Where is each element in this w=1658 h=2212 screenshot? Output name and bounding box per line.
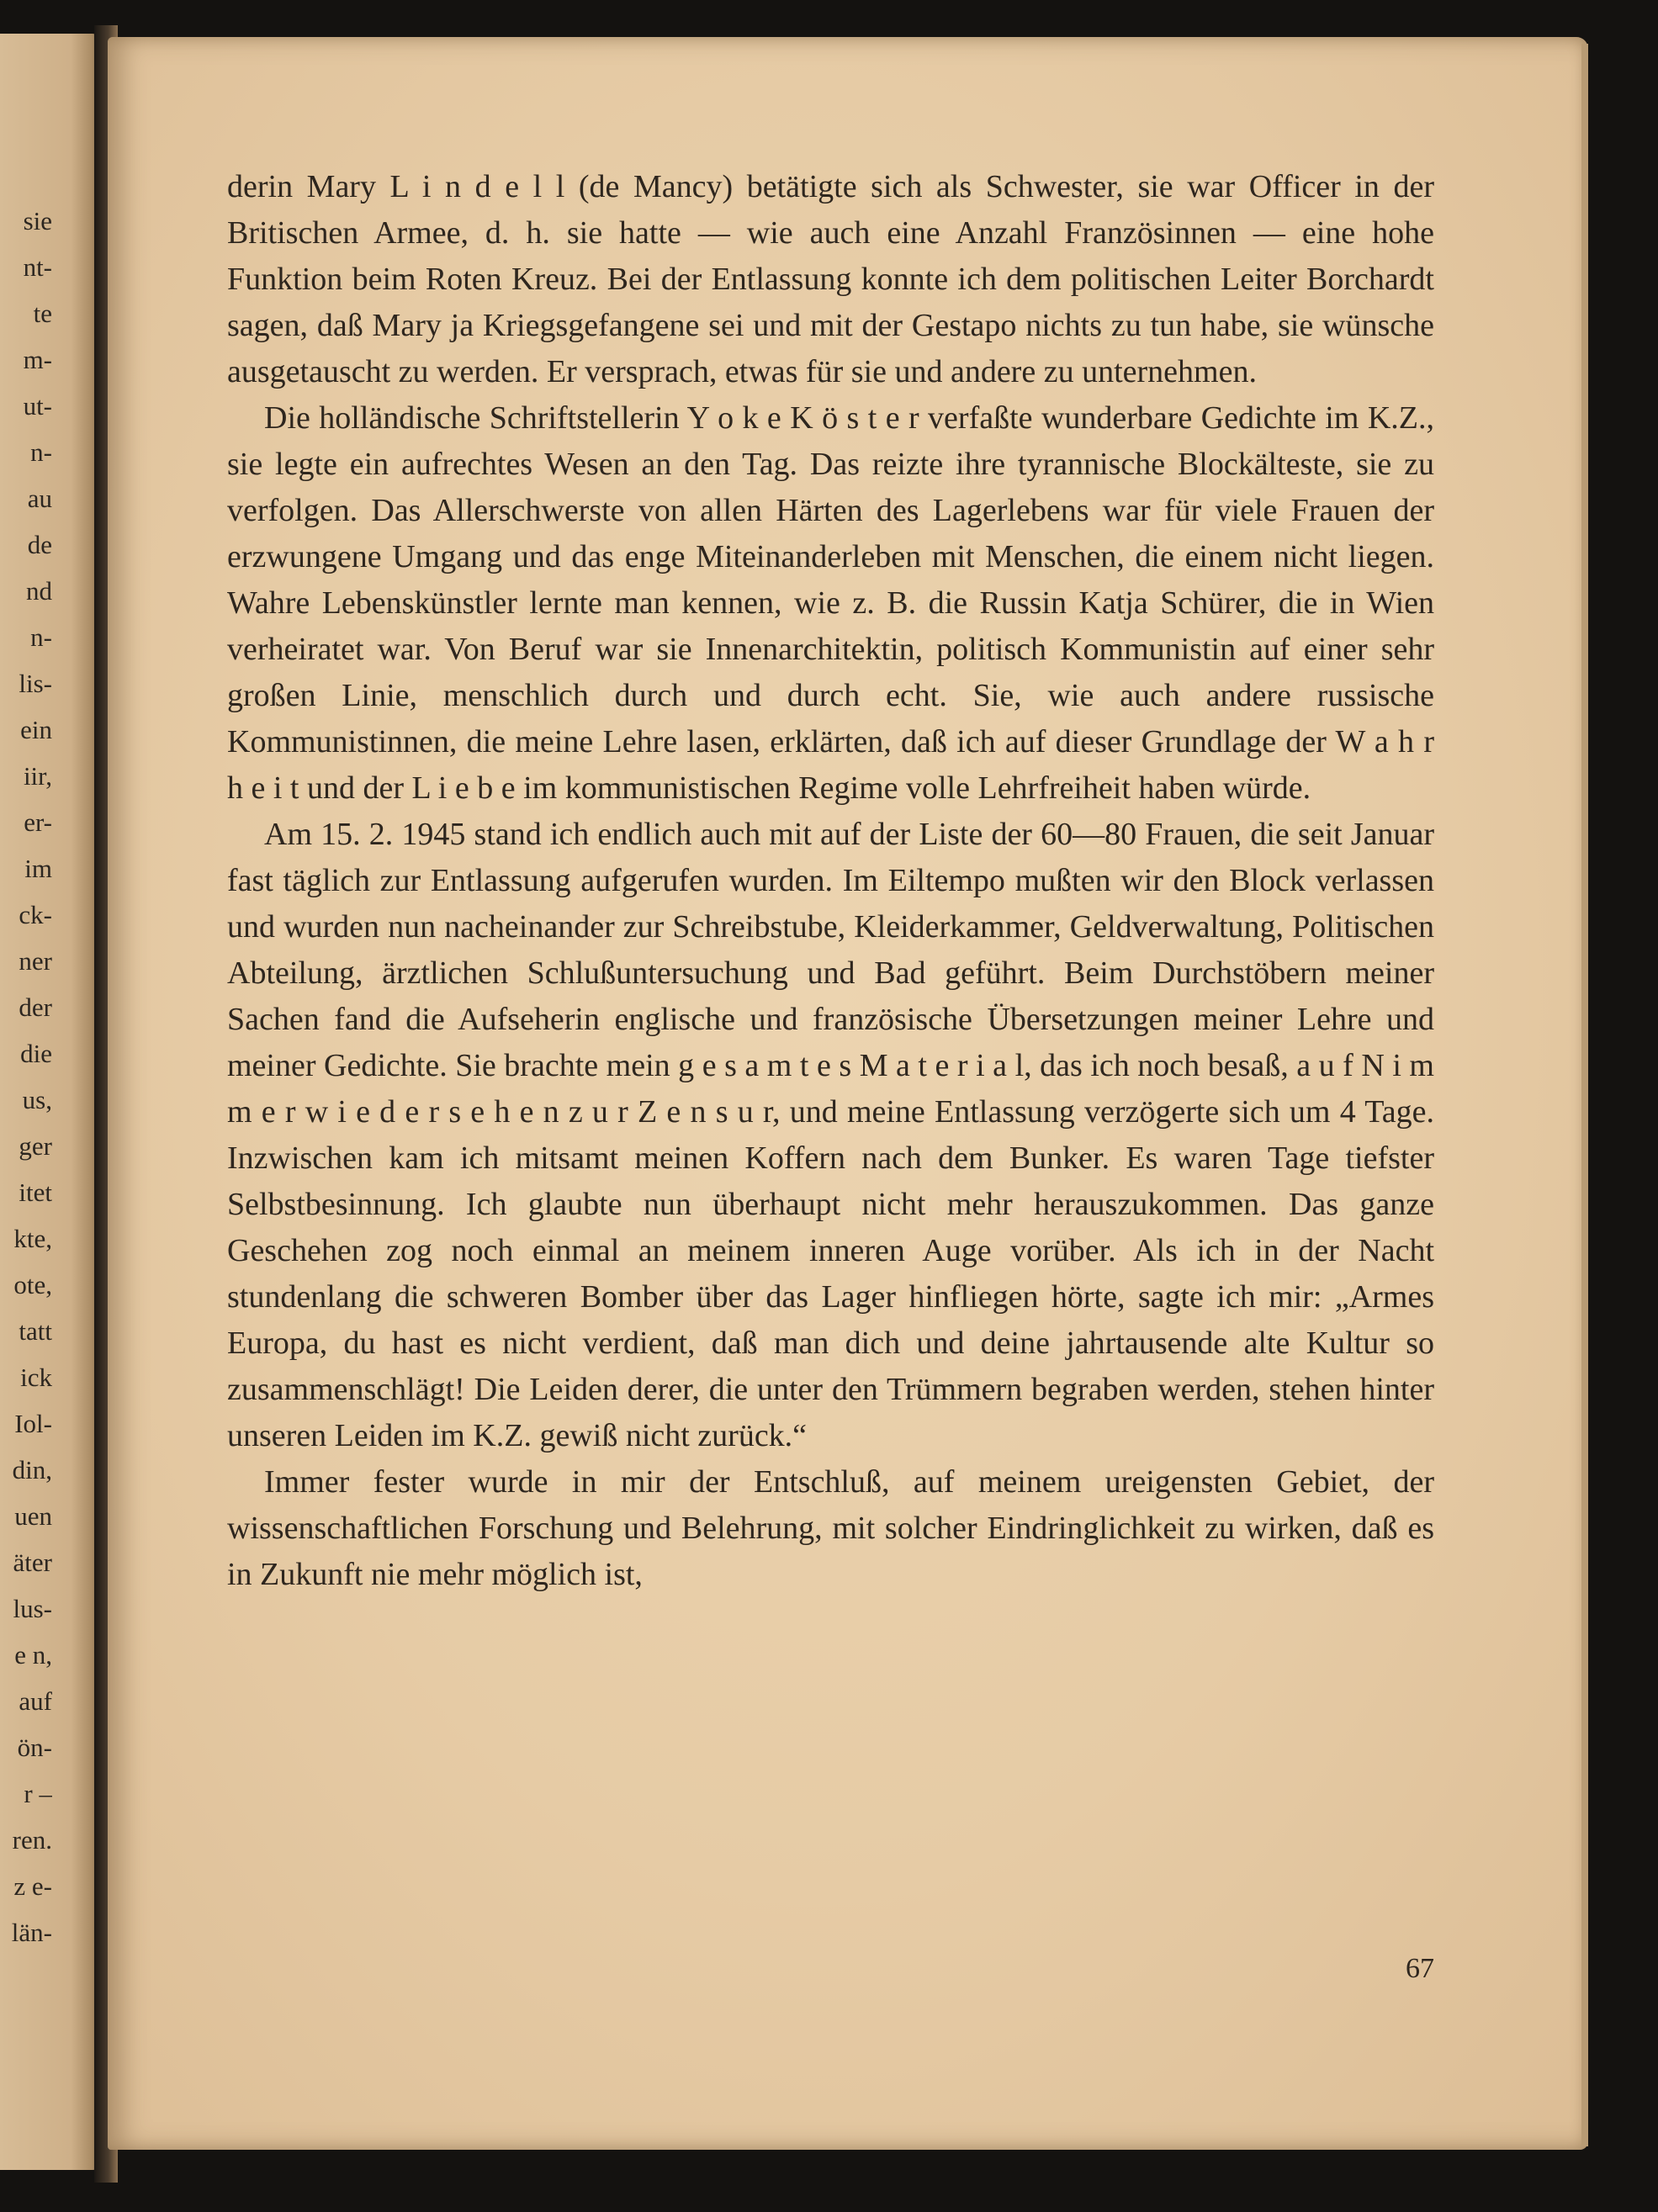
- left-page-fragment: auf: [19, 1686, 52, 1716]
- left-page-fragment: ick: [20, 1363, 52, 1392]
- left-page-fragments: [0, 198, 52, 1955]
- left-page-edge: [0, 34, 101, 2170]
- left-page-fragment: au: [27, 484, 52, 513]
- left-page-fragment: ren.: [12, 1825, 52, 1855]
- left-page-fragment: din,: [12, 1455, 52, 1484]
- page-number: 67: [1406, 1953, 1434, 1984]
- left-page-fragment: iir,: [23, 761, 52, 791]
- left-page-fragment: sie: [23, 206, 52, 235]
- page-edge: [1581, 44, 1588, 2146]
- left-page-fragment: lis-: [19, 669, 52, 698]
- left-page-fragment: ut-: [23, 391, 52, 421]
- paragraph-2: Die holländische Schriftstellerin Y o k e K ö s t e r verfaßte wunderbare Gedichte im K.Z., sie legte ein aufrechtes Wesen an den Tag. Das reizte ihre tyrannische Blockälteste, sie zu verfolgen. Das Allerschwerste von allen Härten des Lagerlebens war für viele Frauen der erzwungene Umgang und das enge Miteinanderleben mit Menschen, die einem nicht liegen. Wahre Lebenskünstler lernte man kennen, wie z. B. die Russin Katja Schürer, die in Wien verheiratet war. Von Beruf war sie Innenarchitektin, politisch Kommunistin auf einer sehr großen Linie, menschlich durch und durch echt. Sie, wie auch andere russische Kommunistinnen, die meine Lehre lasen, erklärten, daß ich auf dieser Grundlage der W a h r h e i t und der L i e b e im kommunistischen Regime volle Lehrfreiheit haben würde.: [227, 400, 1434, 806]
- left-page-fragment: e n,: [14, 1640, 52, 1670]
- left-page-fragment: de: [27, 530, 52, 559]
- left-page-fragment: der: [19, 992, 52, 1022]
- left-page-fragment: er-: [24, 807, 52, 837]
- left-page-fragment: n-: [30, 437, 52, 467]
- left-page-fragment: die: [20, 1039, 52, 1068]
- left-page-fragment: ein: [20, 715, 52, 744]
- left-page-fragment: ger: [19, 1131, 52, 1161]
- left-page-fragment: ck-: [19, 900, 52, 929]
- paragraph-4: Immer fester wurde in mir der Entschluß, auf meinem ureigensten Gebiet, der wissenschaftlichen Forschung und Belehrung, mit solcher Eindringlichkeit zu wirken, daß es in Zukunft nie mehr möglich ist,: [227, 1464, 1434, 1592]
- left-page-fragment: lus-: [13, 1594, 52, 1623]
- left-page-fragment: im: [24, 854, 52, 883]
- left-page-fragment: tatt: [19, 1316, 52, 1346]
- left-page-fragment: z e-: [13, 1871, 52, 1901]
- left-page-fragment: r –: [24, 1779, 52, 1808]
- paragraph-1: derin Mary L i n d e l l (de Mancy) betätigte sich als Schwester, sie war Officer in der Britischen Armee, d. h. sie hatte — wie auch eine Anzahl Französinnen — eine hohe Funktion beim Roten Kreuz. Bei der Entlassung konnte ich dem politischen Leiter Borchardt sagen, daß Mary ja Kriegsgefangene sei und mit der Gestapo nichts zu tun habe, sie wünsche ausgetauscht zu werden. Er versprach, etwas für sie und andere zu unternehmen.: [227, 169, 1434, 389]
- left-page-fragment: ön-: [17, 1733, 52, 1762]
- left-page-fragment: län-: [11, 1918, 52, 1947]
- left-page-fragment: ote,: [13, 1270, 52, 1299]
- left-page-fragment: n-: [30, 622, 52, 652]
- left-page-fragment: nd: [26, 576, 52, 606]
- left-page-fragment: kte,: [13, 1224, 52, 1253]
- left-page-fragment: m-: [23, 345, 52, 374]
- body-text: [227, 164, 1434, 1598]
- paragraph-3: Am 15. 2. 1945 stand ich endlich auch mit auf der Liste der 60—80 Frauen, die seit Januar fast täglich zur Entlassung aufgerufen wurden. Im Eiltempo mußten wir den Block verlassen und wurden nun nacheinander zur Schreibstube, Kleiderkammer, Geldverwaltung, Politischen Abteilung, ärztlichen Schlußuntersuchung und Bad geführt. Beim Durchstöbern meiner Sachen fand die Aufseherin englische und französische Übersetzungen meiner Lehre und meiner Gedichte. Sie brachte mein g e s a m t e s M a t e r i a l, das ich noch besaß, a u f N i m m e r w i e d e r s e h e n z u r Z e n s u r, und meine Entlassung verzögerte sich um 4 Tage. Inzwischen kam ich mitsamt meinen Koffern nach dem Bunker. Es waren Tage tiefster Selbstbesinnung. Ich glaubte nun überhaupt nicht mehr herauszukommen. Das ganze Geschehen zog noch einmal an meinem inneren Auge vorüber. Als ich in der Nacht stundenlang die schweren Bomber über das Lager hinfliegen hörte, sagte ich mir: „Armes Europa, du hast es nicht verdient, daß man dich und deine jahrtausende alte Kultur so zusammenschlägt! Die Leiden derer, die unter den Trümmern begraben werden, stehen hinter unseren Leiden im K.Z. gewiß nicht zurück.“: [227, 817, 1434, 1453]
- left-page-fragment: te: [33, 299, 52, 328]
- left-page-fragment: uen: [14, 1501, 52, 1531]
- left-page-fragment: äter: [13, 1548, 52, 1577]
- left-page-fragment: itet: [19, 1177, 52, 1207]
- left-page-fragment: us,: [22, 1085, 52, 1114]
- left-page-fragment: nt-: [23, 252, 52, 282]
- left-page-fragment: ner: [19, 946, 52, 976]
- left-page-fragment: Iol-: [14, 1409, 52, 1438]
